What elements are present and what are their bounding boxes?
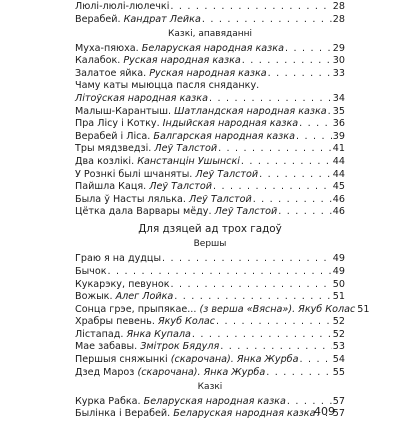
toc-entry-page: 33 bbox=[332, 67, 345, 79]
entry-title-text: Два козлікі. bbox=[75, 155, 138, 167]
entry-title-text: Малыш-Карантыш. bbox=[75, 105, 175, 117]
toc-entry bbox=[75, 291, 345, 302]
toc-block-3 bbox=[75, 253, 370, 378]
entry-author-text: Балгарская народная казка bbox=[153, 130, 295, 142]
entry-author-text: Якуб Колас bbox=[157, 316, 216, 328]
entry-title-text: Сонца грэе, прыпякае... bbox=[75, 303, 200, 315]
dot-leader bbox=[296, 131, 332, 142]
dot-leader bbox=[213, 181, 332, 192]
toc-entry-title bbox=[75, 291, 173, 302]
entry-title-text: Кукарэку, певунок bbox=[75, 278, 170, 290]
toc-entry-title bbox=[75, 169, 258, 180]
dot-leader bbox=[278, 206, 332, 217]
dot-leader bbox=[216, 316, 332, 327]
entry-title-text: Лістапад. bbox=[75, 328, 127, 340]
dot-leader bbox=[241, 156, 332, 167]
toc-entry bbox=[75, 169, 345, 180]
toc-entry-title bbox=[75, 316, 215, 327]
dot-leader bbox=[328, 106, 332, 117]
entry-author-text: Руская народная казка bbox=[123, 55, 241, 67]
toc-entry bbox=[75, 266, 345, 277]
toc-entry-page: 57 bbox=[332, 395, 345, 407]
toc-entry-page: 28 bbox=[332, 1, 345, 12]
entry-author-text: Беларуская народная казка bbox=[143, 395, 286, 407]
toc-entry-title bbox=[75, 206, 277, 217]
entry-title-text: Курка Рабка. bbox=[75, 395, 144, 407]
dot-leader bbox=[209, 93, 332, 104]
toc-entry-page: 46 bbox=[332, 193, 345, 205]
toc-entry bbox=[75, 181, 345, 192]
entry-author-text: Алег Лойка bbox=[115, 291, 174, 303]
entry-title-text: Тры мядзведзі. bbox=[75, 143, 155, 155]
toc-entry-page: 39 bbox=[332, 130, 345, 142]
dot-leader bbox=[174, 291, 332, 302]
toc-entry bbox=[75, 43, 345, 54]
entry-title-text: Верабей і Ліса. bbox=[75, 130, 154, 142]
toc-entry-title bbox=[75, 68, 267, 79]
toc-entry-title bbox=[75, 279, 170, 290]
toc-entry bbox=[75, 303, 370, 315]
toc-entry-page: 35 bbox=[332, 105, 345, 117]
toc-entry-title bbox=[75, 304, 355, 315]
entry-title-text: Чаму каты мыюцца пасля сняданку. bbox=[75, 80, 260, 92]
entry-title-text: Муха-пяюха. bbox=[75, 42, 142, 54]
entry-title-text: Пра Лісу і Котку. bbox=[75, 118, 163, 130]
dot-leader bbox=[268, 68, 332, 79]
dot-leader bbox=[299, 354, 331, 365]
toc-entry bbox=[75, 106, 345, 117]
toc-entry-page: 28 bbox=[332, 13, 345, 25]
toc-entry-title bbox=[75, 106, 327, 117]
toc-entry-title bbox=[75, 80, 259, 91]
toc-entry-page: 49 bbox=[332, 265, 345, 277]
toc-entry-page: 44 bbox=[332, 155, 345, 167]
toc-entry bbox=[75, 194, 345, 205]
toc-entry-page: 36 bbox=[332, 118, 345, 130]
toc-entry-title bbox=[75, 131, 295, 142]
toc-entry bbox=[75, 118, 345, 129]
toc-entry-title bbox=[75, 396, 286, 407]
toc-entry bbox=[75, 55, 345, 66]
toc-entry-title bbox=[75, 55, 241, 66]
dot-leader bbox=[266, 367, 332, 378]
toc-entry-page: 34 bbox=[332, 92, 345, 104]
dot-leader bbox=[171, 279, 332, 290]
toc-entry-page: 52 bbox=[332, 316, 345, 328]
toc-entry bbox=[75, 80, 345, 91]
toc-entry bbox=[75, 93, 345, 104]
toc-entry-title bbox=[75, 93, 208, 104]
dot-leader bbox=[170, 1, 331, 12]
toc-entry-page: 57 bbox=[332, 408, 345, 420]
toc-entry-title bbox=[75, 118, 298, 129]
entry-author-text: Індыйская народная казка bbox=[162, 118, 299, 130]
entry-title-text: Бычок bbox=[75, 265, 107, 277]
toc-entry-title bbox=[75, 181, 212, 192]
dot-leader bbox=[285, 43, 332, 54]
entry-author-text: Леў Талстой bbox=[214, 206, 278, 218]
section-heading-age: Для дзяцей ад трох гадоў bbox=[138, 223, 282, 236]
entry-author-text: (скарочана). Янка Журба bbox=[170, 354, 299, 366]
entry-author-text: Літоўская народная казка bbox=[75, 92, 208, 104]
toc-entry bbox=[75, 405, 345, 420]
entry-title-text: Цётка дала Варвары мёду. bbox=[75, 206, 215, 218]
toc-entry-title bbox=[75, 194, 252, 205]
toc-entry-title bbox=[75, 367, 265, 378]
toc-entry-title bbox=[75, 1, 169, 12]
entry-title-text: Калабок. bbox=[75, 55, 124, 67]
entry-author-text: Леў Талстой bbox=[195, 168, 259, 180]
toc-entry-title bbox=[75, 253, 161, 264]
section-heading-tales-2: Казкі bbox=[197, 381, 223, 392]
dot-leader bbox=[299, 118, 332, 129]
toc-entry bbox=[75, 253, 345, 264]
entry-title-text: Люлі-люлі-люлечкі bbox=[75, 1, 170, 12]
toc-entry-page: 53 bbox=[332, 341, 345, 353]
toc-block-1 bbox=[75, 1, 345, 25]
entry-title-text: Былінка і Верабей. bbox=[75, 408, 174, 420]
toc-entry bbox=[75, 1, 345, 12]
dot-leader bbox=[259, 169, 332, 180]
toc-entry bbox=[75, 156, 345, 167]
toc-entry-page: 41 bbox=[332, 143, 345, 155]
dot-leader bbox=[108, 266, 332, 277]
toc-entry-page: 44 bbox=[332, 168, 345, 180]
toc-entry bbox=[75, 131, 345, 142]
toc-entry-page: 46 bbox=[332, 206, 345, 218]
dot-leader bbox=[242, 55, 332, 66]
toc-entry-page: 49 bbox=[332, 253, 345, 265]
toc-entry-title bbox=[75, 408, 315, 419]
entry-title-text: Дзед Мароз bbox=[75, 366, 138, 378]
toc-entry-page: 50 bbox=[332, 278, 345, 290]
entry-title-text: Першыя сняжынкі bbox=[75, 354, 171, 366]
entry-title-text: Граю я на дудцы bbox=[75, 253, 162, 265]
toc-entry bbox=[75, 316, 345, 327]
dot-leader bbox=[192, 329, 332, 340]
entry-author-text: Кандрат Лейка bbox=[123, 13, 201, 25]
toc-entry bbox=[75, 14, 345, 25]
entry-author-text: Канстанцін Ушынскі bbox=[137, 155, 240, 167]
dot-leader bbox=[162, 253, 332, 264]
toc-entry-page: 29 bbox=[332, 42, 345, 54]
entry-author-text: Беларуская народная казка bbox=[141, 42, 284, 54]
toc-entry-page: 55 bbox=[332, 366, 345, 378]
toc-entry-page: 52 bbox=[332, 328, 345, 340]
toc-entry-page: 45 bbox=[332, 181, 345, 193]
entry-author-text: Беларуская народная казка bbox=[173, 408, 316, 420]
toc-entry bbox=[75, 396, 345, 407]
toc-entry-title bbox=[75, 266, 107, 277]
entry-author-text: Леў Талстой bbox=[154, 143, 218, 155]
entry-author-text: Змітрок Бядуля bbox=[140, 341, 220, 353]
toc-entry-page: 51 bbox=[332, 291, 345, 303]
section-heading-poems: Вершы bbox=[193, 239, 227, 250]
dot-leader bbox=[220, 341, 332, 352]
toc-entry bbox=[75, 341, 345, 352]
toc-entry bbox=[75, 354, 345, 365]
dot-leader bbox=[202, 14, 332, 25]
toc-entry-page: 51 bbox=[357, 303, 370, 315]
entry-title-text: Пайшла Каця. bbox=[75, 181, 150, 193]
toc-entry bbox=[75, 329, 345, 340]
toc-entry-page: 54 bbox=[332, 354, 345, 366]
toc-entry-title bbox=[75, 329, 191, 340]
entry-author-text: (з верша «Вясна»). Якуб Колас bbox=[199, 303, 356, 315]
toc-entry bbox=[75, 279, 345, 290]
toc-entry-title bbox=[75, 14, 201, 25]
entry-title-text: Вожык. bbox=[75, 291, 116, 303]
dot-leader bbox=[218, 143, 332, 154]
toc-entry-title bbox=[75, 143, 217, 154]
entry-author-text: Янка Купала bbox=[126, 328, 191, 340]
page-number: 409 bbox=[314, 405, 335, 418]
entry-author-text: (скарочана). Янка Журба bbox=[137, 366, 266, 378]
entry-author-text: Леў Талстой bbox=[189, 193, 252, 205]
toc-entry bbox=[75, 68, 345, 79]
entry-title-text: Была ў Насты лялька. bbox=[75, 193, 189, 205]
entry-title-text: Верабей. bbox=[75, 13, 124, 25]
entry-author-text: Леў Талстой bbox=[149, 181, 212, 193]
toc-entry bbox=[75, 143, 345, 154]
toc-entry-title bbox=[75, 341, 219, 352]
entry-title-text: Залатое яйка. bbox=[75, 67, 150, 79]
toc-entry-title bbox=[75, 43, 284, 54]
entry-title-text: Мае забавы. bbox=[75, 341, 141, 353]
section-heading-tales: Казкі, апавяданні bbox=[168, 28, 252, 39]
toc-entry bbox=[75, 367, 345, 378]
entry-title-text: Храбры певень. bbox=[75, 316, 158, 328]
entry-author-text: Шатландская народная казка bbox=[174, 105, 327, 117]
entry-author-text: Руская народная казка bbox=[149, 67, 267, 79]
toc-block-4 bbox=[75, 396, 345, 420]
toc-block-2 bbox=[75, 43, 345, 218]
toc-entry-page: 30 bbox=[332, 55, 345, 67]
table-of-contents bbox=[75, 1, 370, 421]
toc-entry-title bbox=[75, 354, 298, 365]
entry-title-text: У Рознкі былі шчаняты. bbox=[75, 168, 196, 180]
toc-entry-title bbox=[75, 156, 240, 167]
dot-leader bbox=[253, 194, 332, 205]
toc-entry bbox=[75, 206, 345, 217]
